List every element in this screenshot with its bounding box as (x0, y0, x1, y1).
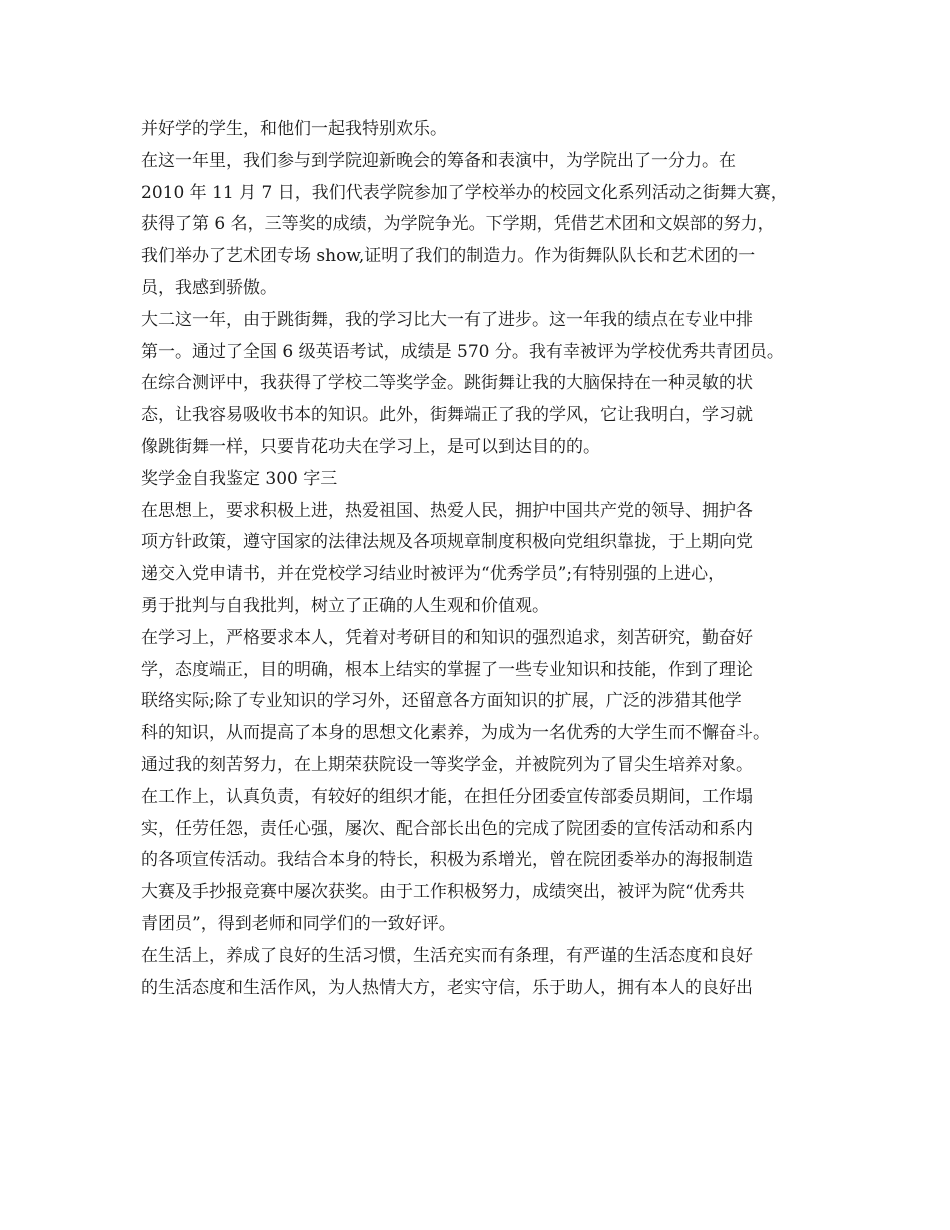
text-line: 的生活态度和生活作风，为人热情大方，老实守信，乐于助人，拥有本人的良好出 (141, 977, 753, 998)
text-line: 在学习上，严格要求本人，凭着对考研目的和知识的强烈追求，刻苦研究，勤奋好 (141, 627, 753, 648)
text-line: 项方针政策，遵守国家的法律法规及各项规章制度积极向党组织靠拢，于上期向党 (141, 532, 753, 553)
text-line: 在生活上，养成了良好的生活习惯，生活充实而有条理，有严谨的生活态度和良好 (141, 945, 753, 966)
text-line: 大赛及手抄报竞赛中屡次获奖。由于工作积极努力，成绩突出，被评为院“优秀共 (141, 882, 745, 903)
text-line: 联络实际;除了专业知识的学习外，还留意各方面知识的扩展，广泛的涉猎其他学 (141, 691, 742, 712)
text-line: 实，任劳任怨，责任心强，屡次、配合部长出色的完成了院团委的宣传活动和系内 (141, 818, 753, 839)
text-line: 科的知识，从而提高了本身的思想文化素养，为成为一名优秀的大学生而不懈奋斗。 (141, 723, 770, 744)
text-line: 的各项宣传活动。我结合本身的特长，积极为系增光，曾在院团委举办的海报制造 (141, 850, 753, 871)
text-line: 第一。通过了全国 6 级英语考试，成绩是 570 分。我有幸被评为学校优秀共青团员。 (141, 341, 784, 362)
section-heading: 奖学金自我鉴定 300 字三 (141, 468, 338, 489)
text-line: 递交入党申请书，并在党校学习结业时被评为“优秀学员”;有特别强的上进心， (141, 564, 726, 585)
text-line: 并好学的学生，和他们一起我特别欢乐。 (141, 119, 447, 139)
text-line: 大二这一年，由于跳街舞，我的学习比大一有了进步。这一年我的绩点在专业中排 (141, 309, 753, 330)
text-line: 在综合测评中，我获得了学校二等奖学金。跳街舞让我的大脑保持在一种灵敏的状 (141, 373, 753, 394)
text-line: 获得了第 6 名，三等奖的成绩，为学院争光。下学期，凭借艺术团和文娱部的努力， (141, 214, 775, 235)
document-body (141, 114, 811, 1004)
text-line: 在这一年里，我们参与到学院迎新晚会的筹备和表演中，为学院出了一分力。在 (141, 150, 736, 171)
text-line: 我们举办了艺术团专场 show,证明了我们的制造力。作为街舞队队长和艺术团的一 (141, 246, 756, 267)
text-line: 在工作上，认真负责，有较好的组织才能，在担任分团委宣传部委员期间，工作塌 (141, 786, 753, 807)
text-line: 态，让我容易吸收书本的知识。此外，街舞端正了我的学风，它让我明白，学习就 (141, 405, 753, 426)
text-line: 2010 年 11 月 7 日，我们代表学院参加了学校举办的校园文化系列活动之街舞大赛， (141, 182, 788, 203)
text-line: 员，我感到骄傲。 (141, 277, 277, 298)
text-line: 青团员”，得到老师和同学们的一致好评。 (141, 913, 456, 934)
text-line: 通过我的刻苦努力，在上期荣获院设一等奖学金，并被院列为了冒尖生培养对象。 (141, 754, 753, 775)
text-line: 勇于批判与自我批判，树立了正确的人生观和价值观。 (141, 595, 549, 616)
text-line: 像跳街舞一样，只要肯花功夫在学习上，是可以到达目的的。 (141, 436, 600, 457)
text-line: 学，态度端正，目的明确，根本上结实的掌握了一些专业知识和技能，作到了理论 (141, 659, 753, 680)
text-line: 在思想上，要求积极上进，热爱祖国、热爱人民，拥护中国共产党的领导、拥护各 (141, 500, 753, 521)
